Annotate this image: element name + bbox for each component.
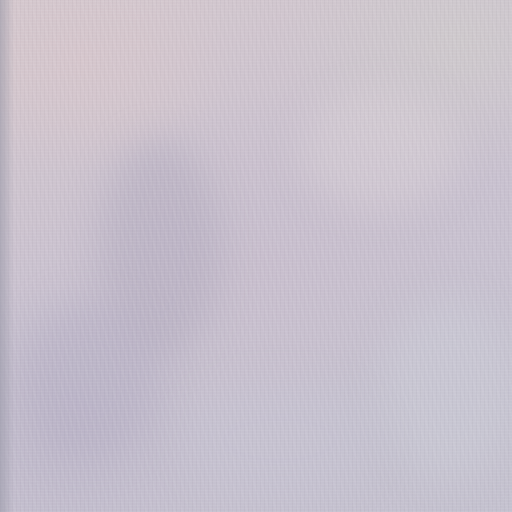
left-edge-shadow [0,0,14,512]
